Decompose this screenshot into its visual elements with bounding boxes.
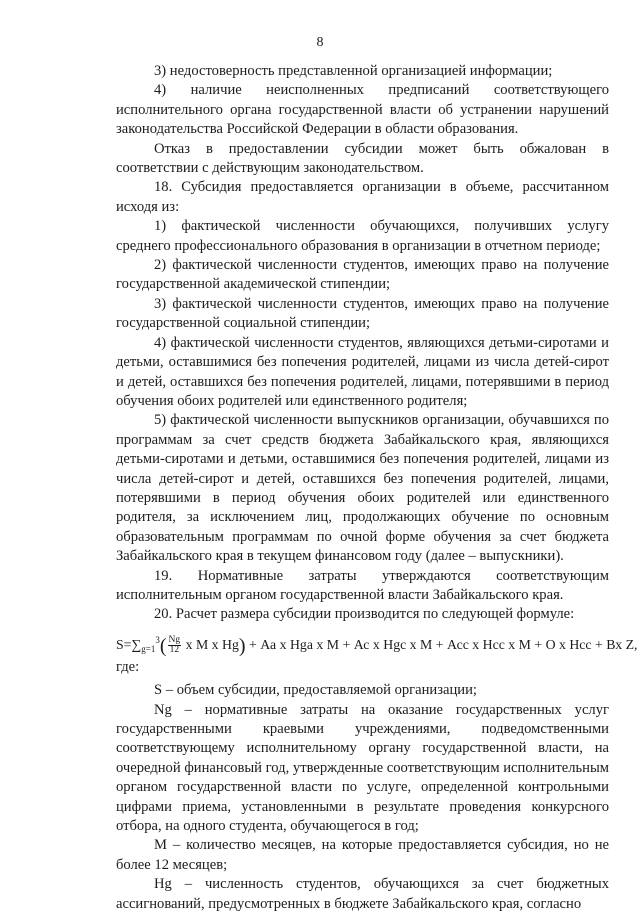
item-3-false-info: 3) недостоверность представленной организацией информации;: [154, 63, 553, 79]
def-s: S – объем субсидии, предоставляемой организации;: [154, 682, 477, 699]
formula-sum-sub: g=1: [141, 643, 156, 654]
subsidy-formula: $S=\sum_{g=1}^3$( $\frac{Ng}{12}$ x M x Hg) + Аа x Нgа x М + Ас x Нgс x М + Асс x Нсс x М + О x Нсс + Вх Z,: [116, 634, 638, 657]
clause-18: 18. Субсидия предоставляется организации в объеме, рассчитанном исходя из:: [116, 179, 609, 215]
clause-18-item-2: 2) фактической численности студентов, имеющих право на получение государственной академической стипендии;: [116, 257, 609, 293]
formula-fraction: [168, 636, 182, 655]
clause-18-item-4: 4) фактической численности студентов, являющихся детьми-сиротами и детьми, оставшимися без попечения родителей, лицами из числа детей-сирот и детей, оставшихся без попечения родителей, лицами, потерявшими в период обучения обоих родителей или единственного родителя;: [116, 334, 609, 409]
clause-18-item-5: 5) фактической численности выпускников организации, обучавшихся по программам за счет средств бюджета Забайкальского края, являющихся детьми-сиротами и детьми, оставшимися без попечения родителей, лицами из числа детей-сирот и детей, оставшихся без попечения родителей, лицами, потерявшими в период обучения обоих родителей или единственного родителя, за исключением лиц, продолжающих обучение по основным образовательным программам по очной форме обучения за счет бюджета Забайкальского края в текущем финансовом году (далее – выпускники).: [116, 412, 609, 565]
appeal-paragraph: Отказ в предоставлении субсидии может быть обжалован в соответствии с действующим законодательством.: [116, 140, 609, 177]
def-hg: Hg – численность студентов, обучающихся за счет бюджетных ассигнований, предусмотренных в бюджете Забайкальского края, согласно: [116, 876, 609, 912]
formula-inner: x M x Hg: [182, 636, 239, 652]
clause-18-item-3: 3) фактической численности студентов, имеющих право на получение государственной социальной стипендии;: [116, 295, 609, 332]
formula-lead: S=∑: [116, 636, 142, 652]
document-body: [116, 62, 638, 914]
clause-18-item-1: 1) фактической численности обучающихся, получивших услугу среднего профессионального образования в организации в отчетном периоде;: [116, 218, 609, 254]
clause-19: 19. Нормативные затраты утверждаются соответствующим исполнительным органом государственной власти Забайкальского края.: [116, 567, 609, 603]
clause-20: 20. Расчет размера субсидии производится по следующей формуле:: [154, 606, 575, 623]
fraction-numerator: Ng: [168, 635, 181, 646]
fraction-denominator: 12: [169, 645, 180, 656]
formula-where: где:: [116, 658, 140, 675]
def-m: М – количество месяцев, на которые предоставляется субсидия, но не более 12 месяцев;: [116, 837, 609, 873]
def-ng: Ng – нормативные затраты на оказание государственных услуг государственными краевыми учреждениями, подведомственными соответствующему исполнительному органу государственной власти, на очередной финансовый год, утвержденные соответствующим исполнительным органом государственной власти по услуге, определенной контрольными цифрами приема, установленными в результате проведения конкурсного отбора, на одного студента, обучающегося в год;: [116, 701, 609, 835]
formula-tail: + Аа x Нgа x М + Ас x Нgс x М + Асс x Нсс x М + О x Нсс + Вх Z,: [245, 636, 638, 652]
page-number: 8: [316, 35, 324, 50]
formula-sum-sup: 3: [155, 634, 160, 645]
item-4-unfulfilled-orders: 4) наличие неисполненных предписаний соответствующего исполнительного органа государственной власти об устранении нарушений законодательства Российской Федерации в области образования.: [116, 82, 609, 138]
